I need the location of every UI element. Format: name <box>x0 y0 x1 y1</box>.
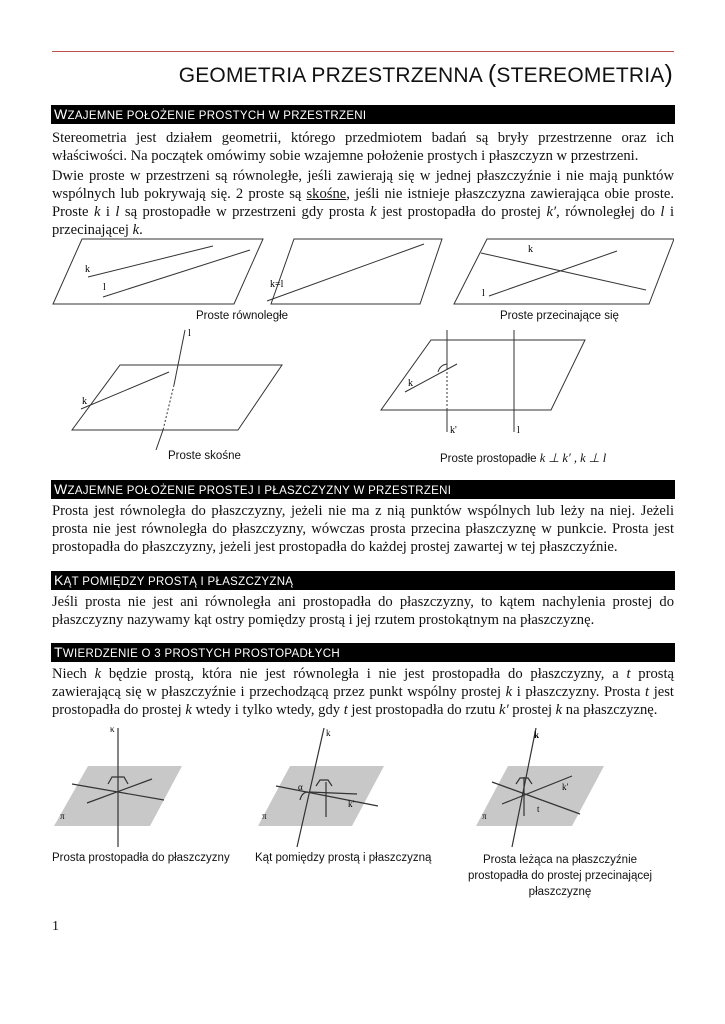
math-var: k <box>132 222 140 238</box>
heading-rest: WIERDZENIE O 3 PROSTYCH PROSTOPADŁYCH <box>62 648 340 660</box>
caption-parallel: Proste równoległe <box>196 310 289 322</box>
label-k: k <box>85 264 90 275</box>
text-run: jest prostopadła do prostej <box>376 204 547 220</box>
figure-angle-line-plane <box>258 728 384 847</box>
heading-cap: T <box>54 644 63 660</box>
caption-line-in-plane <box>455 852 665 900</box>
text-run: , równoległej do <box>556 204 661 220</box>
math-var: t <box>645 684 650 700</box>
heading-cap: W <box>54 106 68 122</box>
header-rule <box>52 51 674 52</box>
text-run: są prostopadłe w przestrzeni gdy prosta <box>119 204 370 220</box>
math-var: k <box>555 702 563 718</box>
label-kappa: κ <box>110 724 115 734</box>
section-heading-lines <box>51 105 675 124</box>
caption-skew: Proste skośne <box>168 450 241 462</box>
text-run: jest prostopadła do prostej <box>52 684 674 718</box>
lines-definition-paragraph <box>52 167 674 239</box>
label-t: t <box>537 804 540 814</box>
math-var: k′ <box>498 702 509 718</box>
text-run: Niech <box>52 666 95 682</box>
text-run: i przecinającej <box>52 204 674 238</box>
caption-math: k ⊥ k′ , k ⊥ l <box>539 451 607 465</box>
text-run: na płaszczyznę. <box>562 702 658 718</box>
math-var: k <box>94 666 102 682</box>
heading-cap: W <box>54 481 68 497</box>
label-l: l <box>188 328 191 339</box>
caption-text: Proste prostopadłe <box>440 453 540 465</box>
math-var: t <box>343 702 348 718</box>
parallel-plane-2 <box>267 239 442 304</box>
figure-skew-and-perpendicular <box>52 320 674 450</box>
line-plane-paragraph: Prosta jest równoległa do płaszczyzny, jeżeli nie ma z nią punktów wspólnych lub leży na niej. Jeżeli prosta nie jest równoległa do płaszczyzny, wówczas prosta przecina płaszczyznę w punkcie. Prosta jest prostopadła do płaszczyzny, jeżeli jest prostopadła do każdej prostej zawartej w tej płaszczyźnie. <box>52 503 674 555</box>
figure-line-perpendicular-to-plane <box>54 724 182 847</box>
figure-line-in-plane-perpendicular <box>476 728 604 847</box>
underlined-term: skośne <box>306 186 347 202</box>
text-run: . <box>139 222 143 238</box>
math-var: k <box>93 204 101 220</box>
label-l: l <box>103 282 106 293</box>
heading-rest: ZAJEMNE POŁOŻENIE PROSTEJ I PŁASZCZYZNY W PRZESTRZENI <box>67 485 452 497</box>
angle-paragraph: Jeśli prosta nie jest ani równoległa ani prostopadła do płaszczyzny, to kątem nachylenia prostej do płaszczyzny nazywamy kąt ostry pomiędzy prostą i jej rzutem prostokątnym na płaszczyznę. <box>52 594 674 628</box>
text-run: prostą zawierającą się w płaszczyźnie i przechodzącą przez punkt wspólny prostej <box>52 666 674 700</box>
label-k: k <box>326 728 331 738</box>
caption-line-1: Prosta leżąca na płaszczyźnie <box>482 854 638 866</box>
label-k-prime: k′ <box>348 799 355 809</box>
label-k: k <box>534 730 540 740</box>
title-paren-open: ( <box>487 60 497 88</box>
section-heading-angle <box>51 571 675 590</box>
heading-cap: K <box>54 572 64 588</box>
heading-rest: ĄT POMIĘDZY PROSTĄ I PŁASZCZYZNĄ <box>63 576 294 588</box>
text-run: prostej <box>508 702 556 718</box>
section-heading-line-plane <box>51 480 675 499</box>
caption-intersecting: Proste przecinające się <box>500 310 619 322</box>
figure-three-perpendiculars <box>52 722 674 850</box>
math-var: k <box>505 684 513 700</box>
heading-rest: ZAJEMNE POŁOŻENIE PROSTYCH W PRZESTRZENI <box>67 110 367 122</box>
label-k-prime: k′ <box>562 782 569 792</box>
label-k-prime: k' <box>450 425 457 436</box>
text-run: , jeśli nie istnieje płaszczyzna zawierająca obie proste. Proste <box>52 186 674 220</box>
caption-perpendicular <box>440 450 606 466</box>
caption-line-2: prostopadła do prostej przecinającej <box>467 870 653 882</box>
label-k: k <box>82 396 87 407</box>
math-var: l <box>660 204 665 220</box>
label-l: l <box>517 425 520 436</box>
label-pi: π <box>60 811 65 821</box>
figure-parallel-and-intersecting <box>52 238 674 310</box>
caption-angle-line-plane: Kąt pomiędzy prostą i płaszczyzną <box>255 852 432 864</box>
intersecting-plane <box>454 239 674 304</box>
text-run: i <box>100 204 116 220</box>
caption-line-3: płaszczyznę <box>528 886 592 898</box>
label-k: k <box>408 378 413 389</box>
label-pi: π <box>262 811 267 821</box>
page-title <box>179 60 673 89</box>
label-k-eq-l: k=l <box>270 279 284 290</box>
skew-figure <box>72 330 282 450</box>
math-var: l <box>115 204 120 220</box>
title-sub: STEREOMETRIA <box>496 64 665 87</box>
theorem-paragraph <box>52 665 674 719</box>
intro-paragraph: Stereometria jest działem geometrii, którego przedmiotem badań są bryły przestrzenne oraz ich właściwości. Na początek omówimy sobie wzajemne położenie prostych i płaszczyzn w przestrzeni. <box>52 130 674 164</box>
label-pi: π <box>482 811 487 821</box>
text-run: Dwie proste w przestrzeni są równoległe, jeśli zawierają się w jednej płaszczyźnie i nie mają punktów wspólnych lub pokrywają się. 2 proste są <box>52 168 674 202</box>
math-var: t <box>626 666 631 682</box>
label-k: k <box>528 244 533 255</box>
text-run: i płaszczyzny. Prosta <box>512 684 646 700</box>
text-run: będzie prostą, która nie jest równoległa i nie jest prostopadła do płaszczyzny, a <box>101 666 627 682</box>
text-run: wtedy i tylko wtedy, gdy <box>191 702 344 718</box>
section-heading-theorem <box>51 643 675 662</box>
label-alpha: α <box>298 782 303 792</box>
label-l: l <box>482 288 485 299</box>
math-var: k <box>370 204 377 220</box>
text-run: jest prostopadła do rzutu <box>347 702 499 718</box>
math-var: k <box>185 702 192 718</box>
caption-perpendicular-to-plane: Prosta prostopadła do płaszczyzny <box>52 852 230 864</box>
math-var: k′ <box>546 204 557 220</box>
title-paren-close: ) <box>664 60 673 88</box>
page-number: 1 <box>52 919 59 934</box>
title-main: GEOMETRIA PRZESTRZENNA <box>178 64 482 87</box>
